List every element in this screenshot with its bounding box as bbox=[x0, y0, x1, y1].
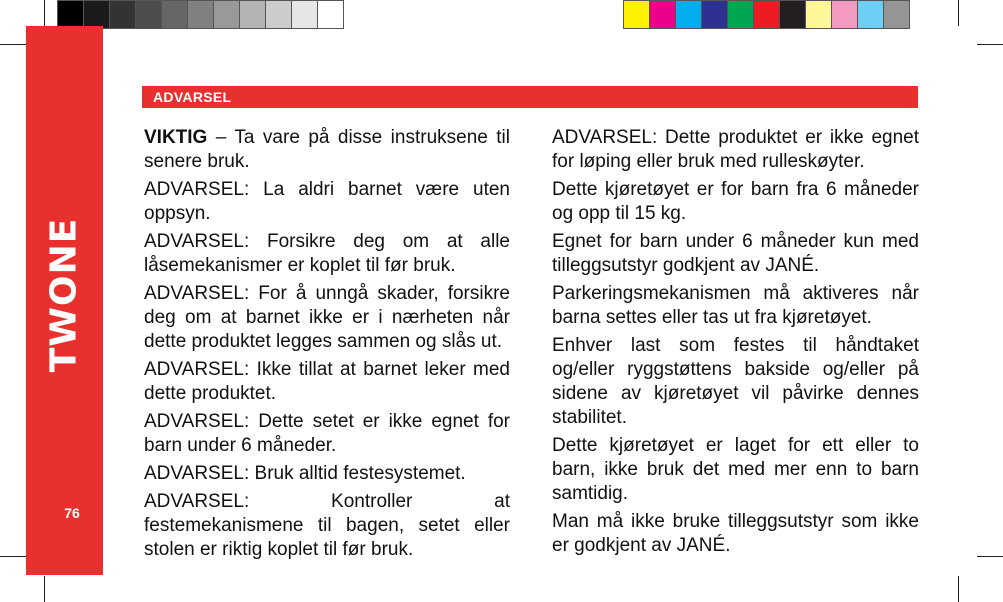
color-swatch bbox=[779, 0, 806, 29]
color-swatch bbox=[701, 0, 728, 29]
color-swatch bbox=[831, 0, 858, 29]
color-swatch bbox=[805, 0, 832, 29]
color-swatch bbox=[649, 0, 676, 29]
warning-paragraph: Dette kjøretøyet er for barn fra 6 måneder og opp til 15 kg. bbox=[552, 179, 919, 224]
right-column bbox=[552, 126, 919, 562]
process-color-bar bbox=[623, 0, 909, 30]
color-swatch bbox=[213, 0, 240, 29]
color-swatch bbox=[161, 0, 188, 29]
warning-header-bar bbox=[142, 86, 918, 108]
color-swatch bbox=[109, 0, 136, 29]
color-swatch bbox=[239, 0, 266, 29]
color-swatch bbox=[317, 0, 344, 29]
warning-paragraph: Enhver last som festes til håndtaket og/eller ryggstøttens bakside og/eller på sidene av kjøretøyet vil påvirke dennes stabilitet. bbox=[552, 335, 919, 428]
warning-paragraph: ADVARSEL: La aldri barnet være uten oppsyn. bbox=[144, 179, 510, 224]
color-swatch bbox=[135, 0, 162, 29]
brand-title: TWONE bbox=[43, 217, 85, 373]
warning-paragraph: ADVARSEL: Ikke tillat at barnet leker med dette produktet. bbox=[144, 359, 510, 404]
color-swatch bbox=[883, 0, 910, 29]
warning-header-title: ADVARSEL bbox=[153, 89, 232, 105]
color-swatch bbox=[675, 0, 702, 29]
crop-mark bbox=[958, 576, 959, 602]
color-swatch bbox=[83, 0, 110, 29]
warning-paragraph: ADVARSEL: Bruk alltid festesystemet. bbox=[144, 463, 466, 484]
color-swatch bbox=[857, 0, 884, 29]
color-swatch bbox=[265, 0, 292, 29]
color-swatch bbox=[623, 0, 650, 29]
page-number: 76 bbox=[64, 505, 80, 521]
crop-mark bbox=[44, 576, 45, 602]
warning-paragraph: Egnet for barn under 6 måneder kun med tilleggsutstyr godkjent av JANÉ. bbox=[552, 231, 919, 276]
crop-mark bbox=[958, 0, 959, 26]
color-swatch bbox=[57, 0, 84, 29]
crop-mark bbox=[0, 556, 26, 557]
color-swatch bbox=[291, 0, 318, 29]
warning-paragraph: ADVARSEL: For å unngå skader, forsikre deg om at barnet ikke er i nærheten når dette produktet legges sammen og slås ut. bbox=[144, 283, 510, 352]
intro-bold: VIKTIG bbox=[144, 127, 208, 148]
color-swatch bbox=[187, 0, 214, 29]
warning-paragraph: ADVARSEL: Kontroller at festemekanismene til bagen, setet eller stolen er riktig koplet til før bruk. bbox=[144, 491, 510, 560]
warning-paragraph: Dette kjøretøyet er laget for ett eller to barn, ikke bruk det med mer enn to barn samtidig. bbox=[552, 435, 919, 504]
color-swatch bbox=[753, 0, 780, 29]
intro-paragraph bbox=[144, 126, 510, 174]
warning-paragraph: Parkeringsmekanismen må aktiveres når barna settes eller tas ut fra kjøretøyet. bbox=[552, 283, 919, 328]
color-swatch bbox=[727, 0, 754, 29]
warning-paragraph: ADVARSEL: Dette setet er ikke egnet for barn under 6 måneder. bbox=[144, 411, 510, 456]
warning-paragraph: ADVARSEL: Dette produktet er ikke egnet for løping eller bruk med rulleskøyter. bbox=[552, 127, 919, 172]
crop-mark bbox=[977, 556, 1003, 557]
crop-mark bbox=[44, 0, 45, 26]
left-column bbox=[144, 126, 510, 566]
warning-paragraph: Man må ikke bruke tilleggsutstyr som ikke er godkjent av JANÉ. bbox=[552, 511, 919, 556]
crop-mark bbox=[0, 44, 26, 45]
crop-mark bbox=[977, 44, 1003, 45]
warning-paragraph: ADVARSEL: Forsikre deg om at alle låsemekanismer er koplet til før bruk. bbox=[144, 231, 510, 276]
intro-text: – Ta vare på disse instruksene til senere bruk. bbox=[144, 127, 510, 172]
